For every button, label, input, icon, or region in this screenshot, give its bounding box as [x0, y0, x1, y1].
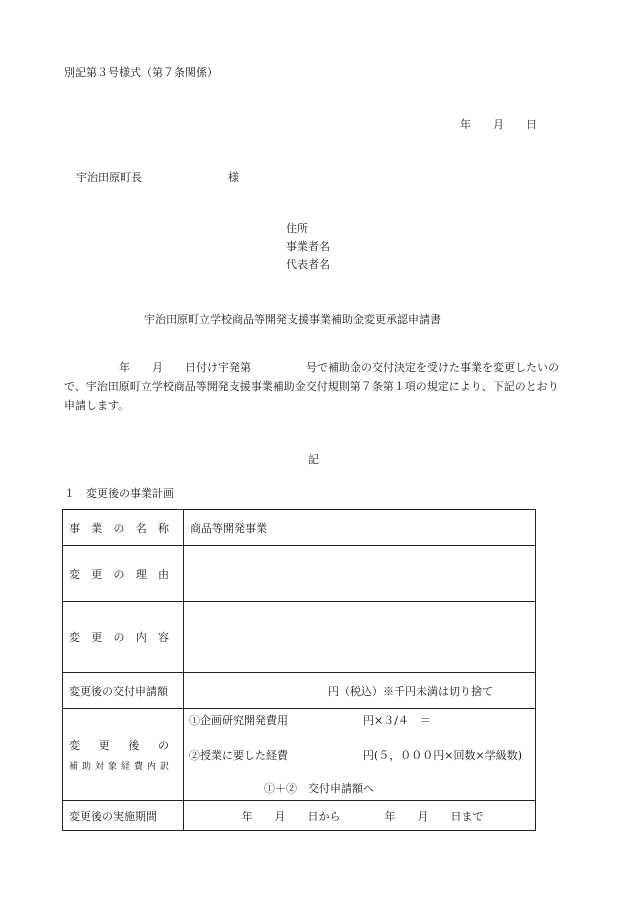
expense-breakdown-label-top: 変更後の	[69, 739, 169, 752]
expense-breakdown-label-cell	[63, 709, 184, 801]
form-number-label: 別記第３号様式（第７条関係）	[64, 66, 218, 79]
body-paragraph: 年 月 日付け宇発第 号で補助金の交付決定を受けた事業を変更したいので、宇治田原町立学校商品等開発支援事業補助金交付規則第７条第１項の規定により、下記のとおり申請します。	[64, 361, 559, 412]
table-row	[63, 709, 536, 801]
expense-line-2-formula: 円(５，０００円×回数×学級数)	[363, 749, 523, 762]
change-reason-field[interactable]	[184, 546, 536, 602]
implementation-period-label: 変更後の実施期間	[63, 801, 184, 831]
grant-amount-label: 変更後の交付申請額	[63, 673, 184, 709]
implementation-period-value[interactable]: 年 月 日から 年 月 日まで	[184, 801, 536, 831]
plan-table	[62, 509, 536, 831]
change-content-field[interactable]	[184, 602, 536, 673]
recipient-honorific: 様	[228, 171, 239, 184]
project-name-value: 商品等開発事業	[184, 510, 536, 546]
change-content-label: 変更の内容	[69, 631, 169, 644]
expense-line-2-label: ②授業に要した経費	[189, 749, 288, 762]
project-name-label: 事業の名称	[69, 521, 169, 535]
project-name-label-cell	[63, 510, 184, 546]
section-heading: １ 変更後の事業計画	[64, 487, 174, 500]
expense-breakdown-cell	[184, 709, 536, 801]
document-title: 宇治田原町立学校商品等開発支援事業補助金変更承認申請書	[144, 313, 441, 326]
ki-heading: 記	[308, 453, 319, 466]
table-row	[63, 546, 536, 602]
change-content-label-cell	[63, 602, 184, 673]
address-label: 住所	[286, 222, 308, 235]
table-row	[63, 801, 536, 831]
business-name-label: 事業者名	[286, 240, 330, 253]
table-row	[63, 602, 536, 673]
grant-amount-value[interactable]: 円（税込）※千円未満は切り捨て	[184, 673, 536, 709]
expense-line-1-formula: 円×３/４ ＝	[363, 714, 431, 727]
expense-breakdown-label-bottom: 補助対象経費内訳	[69, 762, 169, 772]
table-row	[63, 673, 536, 709]
expense-total-note: ①＋② 交付申請額へ	[264, 782, 374, 795]
change-reason-label-cell	[63, 546, 184, 602]
recipient-name: 宇治田原町長	[76, 171, 142, 184]
expense-line-1-label: ①企画研究開発費用	[189, 714, 288, 727]
table-row	[63, 510, 536, 546]
submission-date: 年 月 日	[460, 118, 537, 131]
change-reason-label: 変更の理由	[69, 567, 169, 581]
representative-label: 代表者名	[286, 258, 330, 271]
